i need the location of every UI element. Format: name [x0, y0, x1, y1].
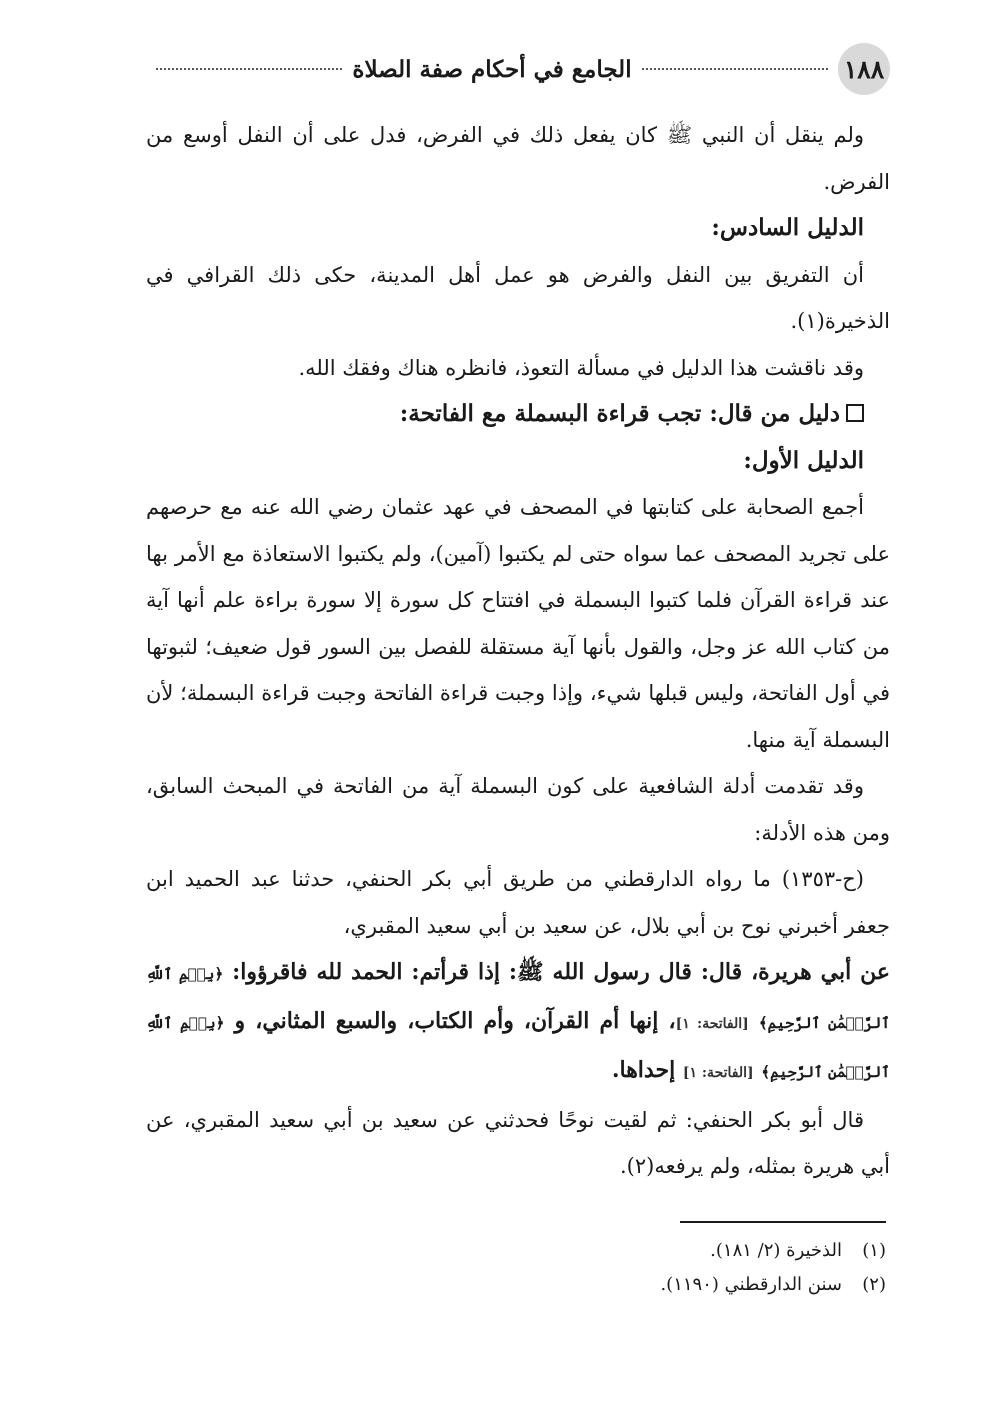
footnote-divider — [680, 1221, 886, 1223]
hadith-part: ، إنها أم القرآن، وأم الكتاب، والسبع المثاني، و — [234, 1007, 676, 1034]
section-heading: الدليل السادس: — [711, 214, 864, 241]
verse-reference: [الفاتحة: ١] — [675, 1015, 749, 1032]
paragraph: قال أبو بكر الحنفي: ثم لقيت نوحًا فحدثني عن سعيد بن أبي سعيد المقبري، عن أبي هريرة بمثله، ولم يرفعه(٢). — [146, 1107, 890, 1178]
page-number: ١٨٨ — [838, 43, 890, 95]
page-header — [146, 40, 890, 98]
section-heading-with-box — [146, 391, 890, 438]
footnote-number: (١) — [862, 1240, 886, 1261]
hadith-text — [146, 949, 890, 1097]
footnote — [146, 1268, 890, 1302]
quran-verse: ﴿بِسۡمِ ٱللَّهِ ٱلرَّحۡمَٰنِ ٱلرَّحِيمِ﴾ — [146, 1013, 890, 1081]
paragraph: وقد تقدمت أدلة الشافعية على كون البسملة آية من الفاتحة في المبحث السابق، ومن هذه الأدلة: — [146, 774, 890, 845]
header-dots-divider — [642, 68, 828, 70]
footnotes — [146, 1234, 890, 1302]
section-heading: الدليل الأول: — [743, 446, 864, 474]
paragraph: ولم ينقل أن النبي ﷺ كان يفعل ذلك في الفرض، فدل على أن النفل أوسع من الفرض. — [146, 123, 890, 194]
hadith-chain: (ح-١٣٥٣) ما رواه الدارقطني من طريق أبي بكر الحنفي، حدثنا عبد الحميد ابن جعفر أخبرني نوح بن أبي بلال، عن سعيد بن أبي سعيد المقبري، — [146, 867, 890, 938]
paragraph: وقد ناقشت هذا الدليل في مسألة التعوذ، فانظره هناك وفقك الله. — [298, 355, 864, 380]
footnote — [146, 1234, 890, 1268]
checkbox-square-icon — [846, 404, 864, 422]
footnote-text: سنن الدارقطني (١١٩٠). — [660, 1274, 842, 1295]
paragraph: أجمع الصحابة على كتابتها في المصحف في عهد عثمان رضي الله عنه مع حرصهم على تجريد المصحف عما سواه حتى لم يكتبوا (آمين)، ولم يكتبوا الاستعاذة مع الأمر بها عند قراءة القرآن فلما كتبوا البسملة في افتتاح كل سورة إلا سورة براءة علم أنها آية من كتاب الله عز وجل، والقول بأنها آية مستقلة للفصل بين السور قول ضعيف؛ لثبوتها في أول الفاتحة، وليس قبلها شيء، وإذا وجبت قراءة الفاتحة وجبت قراءة البسملة؛ لأن البسملة آية منها. — [146, 495, 890, 752]
quran-verse: ﴿بِسۡمِ ٱللَّهِ ٱلرَّحۡمَٰنِ ٱلرَّحِيمِ﴾ — [146, 965, 890, 1032]
verse-reference: [الفاتحة: ١] — [682, 1065, 754, 1081]
book-title: الجامع في أحكام صفة الصلاة — [352, 55, 632, 83]
hadith-part: إحداها. — [611, 1057, 676, 1083]
page-body — [146, 112, 890, 1190]
footnote-number: (٢) — [862, 1274, 886, 1295]
heading-text: دليل من قال: تجب قراءة البسملة مع الفاتحة: — [399, 400, 840, 427]
hadith-part: عن أبي هريرة، قال: قال رسول الله ﷺ: إذا قرأتم: الحمد لله فاقرؤوا: — [232, 959, 890, 985]
paragraph: أن التفريق بين النفل والفرض هو عمل أهل المدينة، حكى ذلك القرافي في الذخيرة(١). — [146, 262, 890, 333]
footnote-text: الذخيرة (٢/ ١٨١). — [710, 1240, 842, 1261]
header-dots-divider — [156, 68, 342, 70]
